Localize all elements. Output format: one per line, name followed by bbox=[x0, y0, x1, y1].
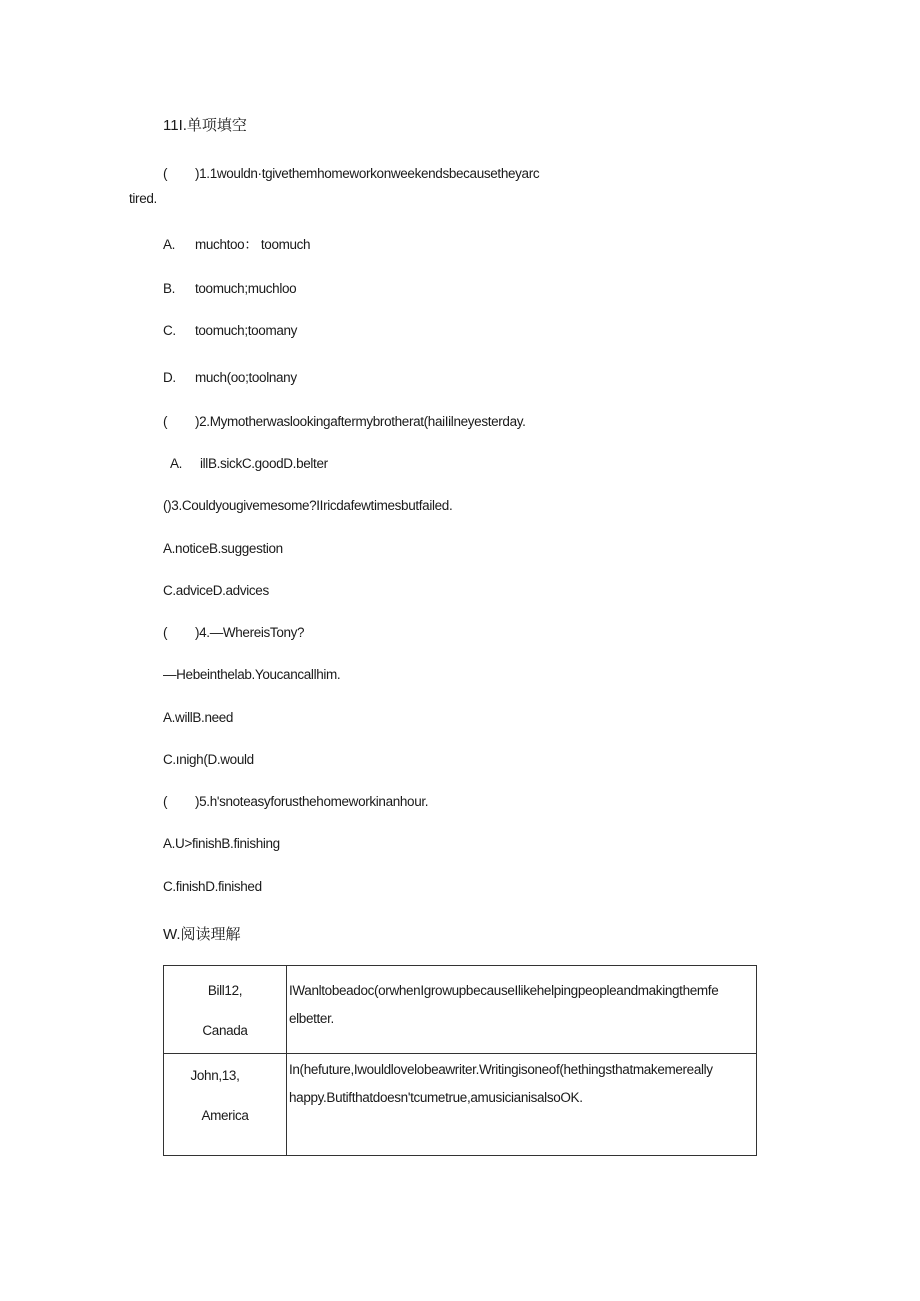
q4-options-line2: C.ınigh(D.would bbox=[163, 752, 254, 767]
statement-cell bbox=[287, 966, 757, 1054]
q4-answer-bracket: ( bbox=[163, 625, 168, 640]
person-country: Canada bbox=[202, 1023, 248, 1038]
q5-options-line1: A.U>finishB.finishing bbox=[163, 836, 280, 851]
q1-option-b-letter: B. bbox=[163, 281, 176, 296]
q4-options-line1: A.willB.need bbox=[163, 710, 234, 725]
q2-stem: )2.Mymotherwaslookingaftermybrotherat(haiIilneyesterday. bbox=[195, 414, 526, 429]
q1-option-c-text: toomuch;toomany bbox=[195, 323, 298, 338]
q1-stem: )1.1wouldn·tgivethemhomeworkonweekendsbecausetheyarc bbox=[195, 166, 540, 181]
q5-stem: )5.h'snoteasyforusthehomeworkinanhour. bbox=[195, 794, 429, 809]
q1-option-a-letter: A. bbox=[163, 237, 176, 252]
person-cell bbox=[164, 966, 287, 1054]
statement-line: IWanltobeadoc(orwhenIgrowupbecauseIlikehelpingpeopleandmakingthemfe bbox=[289, 983, 719, 998]
table-row bbox=[164, 1054, 757, 1156]
q3-options-line1: A.noticeB.suggestion bbox=[163, 541, 283, 556]
section-heading-multiple-choice: 11I.单项填空 bbox=[163, 117, 247, 134]
statement-cell bbox=[287, 1054, 757, 1156]
q5-answer-bracket: ( bbox=[163, 794, 168, 809]
q1-option-a-text: muchtoo： toomuch bbox=[195, 237, 311, 252]
q1-option-c-letter: C. bbox=[163, 323, 176, 338]
statement-line: elbetter. bbox=[289, 1011, 334, 1026]
q2-answer-bracket: ( bbox=[163, 414, 168, 429]
q1-option-d-letter: D. bbox=[163, 370, 176, 385]
q1-option-b-text: toomuch;muchloo bbox=[195, 281, 297, 296]
person-cell bbox=[164, 1054, 287, 1156]
table-row bbox=[164, 966, 757, 1054]
person-country: America bbox=[201, 1108, 249, 1123]
q3-stem: ()3.Couldyougivemesome?IIricdafewtimesbutfailed. bbox=[163, 498, 453, 513]
statement-line: In(hefuture,Iwouldlovelobeawriter.Writingisoneof(hethingsthatmakemereally bbox=[289, 1062, 713, 1077]
q4-stem-continuation: —Hebeinthelab.Youcancallhim. bbox=[163, 667, 341, 682]
person-name-age: Bill12, bbox=[207, 983, 243, 998]
q5-options-line2: C.finishD.finished bbox=[163, 879, 262, 894]
q2-options: illB.sickC.goodD.belter bbox=[200, 456, 328, 471]
section-heading-reading: W.阅读理解 bbox=[163, 926, 241, 943]
person-name-age: John,13, bbox=[190, 1068, 240, 1083]
q1-option-d-text: much(oo;toolnany bbox=[195, 370, 297, 385]
q3-options-line2: C.adviceD.advices bbox=[163, 583, 269, 598]
statement-line: happy.Butifthatdoesn'tcumetrue,amusicianisalsoOK. bbox=[289, 1090, 583, 1105]
q1-stem-continuation: tired. bbox=[129, 191, 157, 206]
q1-answer-bracket: ( bbox=[163, 166, 168, 181]
q2-option-letter: A. bbox=[170, 456, 183, 471]
q4-stem: )4.—WhereisTony? bbox=[195, 625, 305, 640]
reading-table bbox=[163, 965, 757, 1156]
